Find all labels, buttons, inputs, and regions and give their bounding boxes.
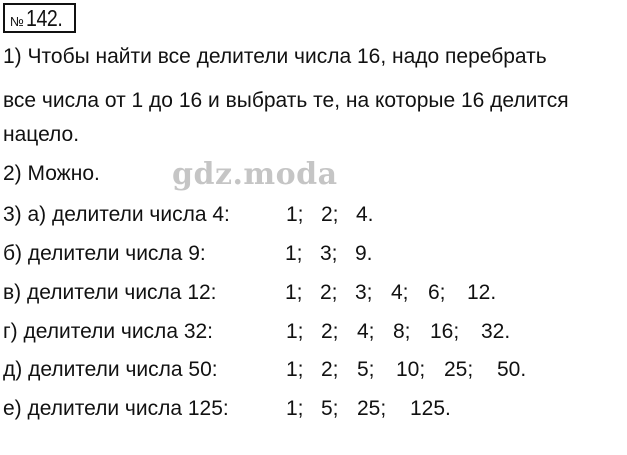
divisor-value: 1; bbox=[286, 397, 304, 420]
divisors-row-e bbox=[3, 358, 527, 381]
divisor-value: 1; bbox=[286, 320, 304, 343]
watermark: gdz.moda bbox=[172, 157, 338, 192]
part2-answer: 2) Можно. bbox=[3, 162, 100, 185]
part1-line-1: 1) Чтобы найти все делители числа 16, надо перебрать bbox=[3, 45, 547, 68]
divisor-value: 1; bbox=[286, 203, 304, 226]
divisors-row-f bbox=[3, 397, 451, 420]
divisor-value: 25; bbox=[357, 397, 387, 420]
divisor-value: 4. bbox=[356, 203, 374, 226]
divisors-row-label: б) делители числа 9: bbox=[3, 242, 206, 265]
divisor-value: 3; bbox=[320, 242, 338, 265]
divisor-value: 2; bbox=[321, 203, 339, 226]
divisor-value: 1; bbox=[286, 358, 304, 381]
divisor-value: 4; bbox=[357, 320, 375, 343]
divisors-row-label: г) делители числа 32: bbox=[3, 320, 214, 343]
divisors-row-b bbox=[3, 242, 373, 265]
divisors-row-label: д) делители числа 50: bbox=[3, 358, 218, 381]
divisors-row-a bbox=[3, 203, 374, 226]
divisor-value: 2; bbox=[320, 281, 338, 304]
divisors-row-label: в) делители числа 12: bbox=[3, 281, 217, 304]
divisor-value: 4; bbox=[391, 281, 409, 304]
divisors-row-label: е) делители числа 125: bbox=[3, 397, 229, 420]
divisor-value: 50. bbox=[497, 358, 527, 381]
divisor-value: 8; bbox=[393, 320, 411, 343]
divisors-row-d bbox=[3, 320, 511, 343]
divisor-value: 125. bbox=[410, 397, 451, 420]
divisor-value: 12. bbox=[467, 281, 497, 304]
divisor-value: 1; bbox=[285, 281, 303, 304]
divisors-row-label: 3) а) делители числа 4: bbox=[3, 203, 230, 226]
part1-line-3: нацело. bbox=[3, 123, 80, 146]
divisor-value: 2; bbox=[321, 358, 339, 381]
divisor-value: 5; bbox=[321, 397, 339, 420]
divisor-value: 6; bbox=[428, 281, 446, 304]
divisor-value: 1; bbox=[285, 242, 303, 265]
part1-line-2: все числа от 1 до 16 и выбрать те, на которые 16 делится bbox=[3, 89, 569, 112]
divisor-value: 16; bbox=[430, 320, 460, 343]
divisor-value: 5; bbox=[357, 358, 375, 381]
problem-number: 142. bbox=[25, 4, 63, 31]
divisor-value: 3; bbox=[355, 281, 373, 304]
divisor-value: 9. bbox=[355, 242, 373, 265]
number-sign: № bbox=[10, 13, 24, 29]
divisors-row-c bbox=[3, 281, 497, 304]
problem-number-badge bbox=[3, 3, 76, 33]
divisor-value: 32. bbox=[481, 320, 511, 343]
divisor-value: 25; bbox=[444, 358, 474, 381]
divisor-value: 2; bbox=[321, 320, 339, 343]
divisor-value: 10; bbox=[396, 358, 426, 381]
